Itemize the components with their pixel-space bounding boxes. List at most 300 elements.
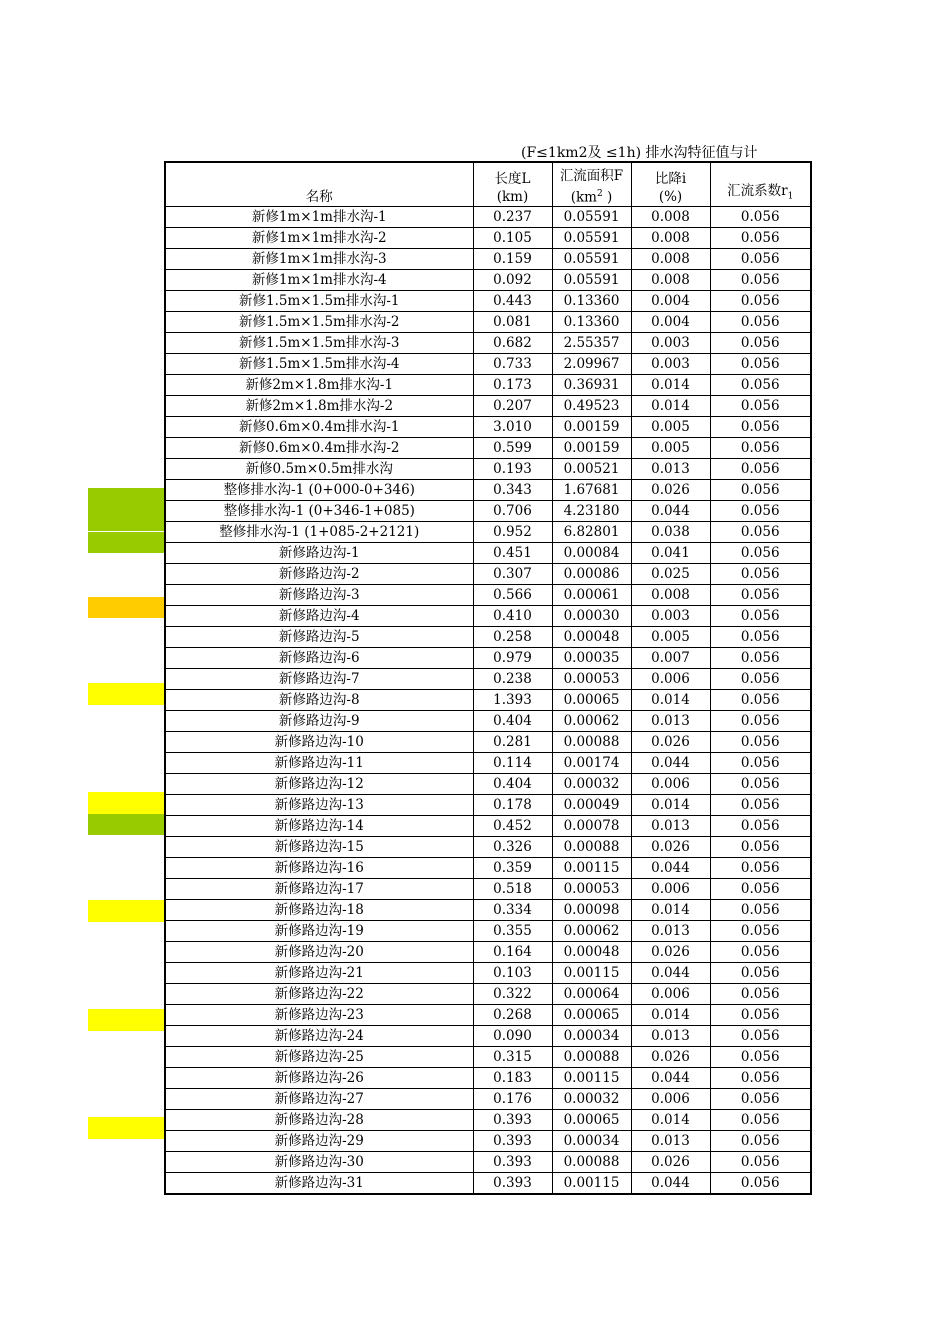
table-row <box>165 438 811 459</box>
cell-slope: 0.008 <box>631 270 710 291</box>
cell-coef: 0.056 <box>710 795 811 816</box>
header-coef: 汇流系数$r_1$ <box>710 162 811 207</box>
cell-area: 0.00049 <box>552 795 631 816</box>
table-row <box>165 753 811 774</box>
cell-slope: 0.026 <box>631 480 710 501</box>
header-row <box>165 162 811 207</box>
cell-area: 0.00088 <box>552 837 631 858</box>
cell-slope: 0.044 <box>631 858 710 879</box>
cell-coef: 0.056 <box>710 606 811 627</box>
cell-name: 新修1.5m×1.5m排水沟-1 <box>165 291 473 312</box>
table-row <box>165 1068 811 1089</box>
cell-slope: 0.008 <box>631 585 710 606</box>
cell-coef: 0.056 <box>710 354 811 375</box>
cell-coef: 0.056 <box>710 1110 811 1131</box>
cell-coef: 0.056 <box>710 375 811 396</box>
cell-length: 1.393 <box>473 690 552 711</box>
cell-name: 新修路边沟-28 <box>165 1110 473 1131</box>
cell-name: 新修1.5m×1.5m排水沟-3 <box>165 333 473 354</box>
table-row <box>165 228 811 249</box>
cell-name: 新修路边沟-31 <box>165 1173 473 1195</box>
cell-slope: 0.006 <box>631 984 710 1005</box>
cell-name: 新修路边沟-8 <box>165 690 473 711</box>
cell-coef: 0.056 <box>710 1005 811 1026</box>
cell-name: 新修1m×1m排水沟-1 <box>165 207 473 228</box>
cell-name: 新修路边沟-11 <box>165 753 473 774</box>
cell-coef: 0.056 <box>710 837 811 858</box>
cell-area: 0.00088 <box>552 1047 631 1068</box>
cell-slope: 0.004 <box>631 291 710 312</box>
cell-name: 新修路边沟-25 <box>165 1047 473 1068</box>
cell-area: 0.05591 <box>552 270 631 291</box>
cell-length: 0.307 <box>473 564 552 585</box>
cell-area: 0.36931 <box>552 375 631 396</box>
cell-area: 0.00065 <box>552 690 631 711</box>
cell-area: 0.00035 <box>552 648 631 669</box>
cell-area: 0.00065 <box>552 1110 631 1131</box>
cell-name: 新修1m×1m排水沟-4 <box>165 270 473 291</box>
cell-length: 0.599 <box>473 438 552 459</box>
cell-length: 0.355 <box>473 921 552 942</box>
cell-slope: 0.026 <box>631 942 710 963</box>
cell-length: 0.393 <box>473 1110 552 1131</box>
cell-name: 新修0.6m×0.4m排水沟-1 <box>165 417 473 438</box>
cell-length: 0.114 <box>473 753 552 774</box>
cell-coef: 0.056 <box>710 711 811 732</box>
cell-length: 0.566 <box>473 585 552 606</box>
cell-name: 新修1m×1m排水沟-3 <box>165 249 473 270</box>
cell-coef: 0.056 <box>710 1173 811 1195</box>
table-row <box>165 564 811 585</box>
cell-coef: 0.056 <box>710 648 811 669</box>
cell-name: 新修路边沟-26 <box>165 1068 473 1089</box>
row-highlight <box>88 1117 164 1139</box>
cell-area: 1.67681 <box>552 480 631 501</box>
table-row <box>165 669 811 690</box>
cell-coef: 0.056 <box>710 1152 811 1173</box>
cell-length: 0.105 <box>473 228 552 249</box>
cell-name: 新修0.6m×0.4m排水沟-2 <box>165 438 473 459</box>
table-title: (F≤1km2及 ≤1h) 排水沟特征值与计 <box>521 145 758 161</box>
cell-coef: 0.056 <box>710 270 811 291</box>
cell-area: 0.00048 <box>552 627 631 648</box>
cell-length: 0.404 <box>473 711 552 732</box>
table-row <box>165 249 811 270</box>
cell-area: 0.00098 <box>552 900 631 921</box>
cell-coef: 0.056 <box>710 396 811 417</box>
cell-coef: 0.056 <box>710 858 811 879</box>
cell-area: 0.00115 <box>552 1068 631 1089</box>
cell-slope: 0.026 <box>631 1152 710 1173</box>
cell-name: 新修路边沟-17 <box>165 879 473 900</box>
row-highlight <box>88 510 164 532</box>
row-highlight <box>88 683 164 705</box>
cell-length: 0.090 <box>473 1026 552 1047</box>
table-row <box>165 837 811 858</box>
table-row <box>165 774 811 795</box>
table-row <box>165 606 811 627</box>
cell-coef: 0.056 <box>710 480 811 501</box>
cell-area: 0.00030 <box>552 606 631 627</box>
cell-name: 整修排水沟-1 (0+000-0+346) <box>165 480 473 501</box>
cell-length: 0.682 <box>473 333 552 354</box>
cell-coef: 0.056 <box>710 1047 811 1068</box>
cell-area: 0.00115 <box>552 963 631 984</box>
table-row <box>165 921 811 942</box>
header-name: 名称 <box>165 162 473 207</box>
cell-area: 0.00159 <box>552 438 631 459</box>
cell-slope: 0.013 <box>631 1131 710 1152</box>
cell-slope: 0.044 <box>631 963 710 984</box>
cell-name: 新修路边沟-3 <box>165 585 473 606</box>
cell-area: 0.00032 <box>552 774 631 795</box>
cell-length: 0.393 <box>473 1152 552 1173</box>
table-row <box>165 1026 811 1047</box>
cell-coef: 0.056 <box>710 522 811 543</box>
cell-length: 0.092 <box>473 270 552 291</box>
cell-name: 新修路边沟-12 <box>165 774 473 795</box>
cell-coef: 0.056 <box>710 501 811 522</box>
cell-length: 3.010 <box>473 417 552 438</box>
cell-name: 新修路边沟-13 <box>165 795 473 816</box>
cell-length: 0.443 <box>473 291 552 312</box>
cell-length: 0.343 <box>473 480 552 501</box>
cell-slope: 0.006 <box>631 879 710 900</box>
cell-area: 0.00062 <box>552 711 631 732</box>
table-row <box>165 879 811 900</box>
cell-slope: 0.006 <box>631 669 710 690</box>
cell-name: 整修排水沟-1 (0+346-1+085) <box>165 501 473 522</box>
table-row <box>165 543 811 564</box>
cell-length: 0.164 <box>473 942 552 963</box>
cell-length: 0.518 <box>473 879 552 900</box>
table-row <box>165 480 811 501</box>
cell-slope: 0.008 <box>631 228 710 249</box>
cell-name: 新修2m×1.8m排水沟-1 <box>165 375 473 396</box>
table-row <box>165 690 811 711</box>
table-row <box>165 333 811 354</box>
cell-area: 6.82801 <box>552 522 631 543</box>
table-row <box>165 984 811 1005</box>
cell-name: 新修路边沟-5 <box>165 627 473 648</box>
cell-length: 0.237 <box>473 207 552 228</box>
cell-length: 0.281 <box>473 732 552 753</box>
cell-name: 新修路边沟-4 <box>165 606 473 627</box>
cell-area: 0.00174 <box>552 753 631 774</box>
cell-slope: 0.005 <box>631 627 710 648</box>
row-highlight <box>88 532 164 554</box>
cell-area: 0.00084 <box>552 543 631 564</box>
cell-area: 0.13360 <box>552 312 631 333</box>
cell-slope: 0.013 <box>631 459 710 480</box>
cell-length: 0.258 <box>473 627 552 648</box>
cell-length: 0.393 <box>473 1131 552 1152</box>
cell-area: 0.05591 <box>552 249 631 270</box>
cell-coef: 0.056 <box>710 942 811 963</box>
cell-length: 0.173 <box>473 375 552 396</box>
cell-area: 2.55357 <box>552 333 631 354</box>
cell-area: 0.00115 <box>552 1173 631 1195</box>
table-row <box>165 1152 811 1173</box>
cell-name: 新修0.5m×0.5m排水沟 <box>165 459 473 480</box>
cell-name: 新修路边沟-1 <box>165 543 473 564</box>
cell-coef: 0.056 <box>710 291 811 312</box>
table-row <box>165 1005 811 1026</box>
table-row <box>165 858 811 879</box>
cell-name: 新修1.5m×1.5m排水沟-2 <box>165 312 473 333</box>
table-row <box>165 291 811 312</box>
cell-area: 0.00053 <box>552 669 631 690</box>
cell-name: 新修路边沟-7 <box>165 669 473 690</box>
cell-slope: 0.025 <box>631 564 710 585</box>
cell-name: 新修路边沟-20 <box>165 942 473 963</box>
cell-name: 新修路边沟-14 <box>165 816 473 837</box>
cell-slope: 0.014 <box>631 1110 710 1131</box>
cell-length: 0.706 <box>473 501 552 522</box>
cell-slope: 0.008 <box>631 249 710 270</box>
table-row <box>165 1173 811 1195</box>
cell-length: 0.404 <box>473 774 552 795</box>
cell-slope: 0.006 <box>631 774 710 795</box>
cell-slope: 0.003 <box>631 354 710 375</box>
cell-name: 新修路边沟-18 <box>165 900 473 921</box>
cell-area: 0.05591 <box>552 228 631 249</box>
cell-coef: 0.056 <box>710 312 811 333</box>
cell-name: 新修路边沟-2 <box>165 564 473 585</box>
cell-length: 0.334 <box>473 900 552 921</box>
cell-slope: 0.006 <box>631 1089 710 1110</box>
cell-slope: 0.044 <box>631 1068 710 1089</box>
cell-length: 0.322 <box>473 984 552 1005</box>
cell-length: 0.178 <box>473 795 552 816</box>
cell-coef: 0.056 <box>710 249 811 270</box>
cell-length: 0.452 <box>473 816 552 837</box>
header-slope: 比降i (%) <box>631 162 710 207</box>
cell-area: 0.00088 <box>552 1152 631 1173</box>
cell-name: 新修1.5m×1.5m排水沟-4 <box>165 354 473 375</box>
cell-length: 0.193 <box>473 459 552 480</box>
table-row <box>165 900 811 921</box>
cell-slope: 0.008 <box>631 207 710 228</box>
cell-coef: 0.056 <box>710 438 811 459</box>
table-row <box>165 375 811 396</box>
cell-name: 新修路边沟-9 <box>165 711 473 732</box>
cell-slope: 0.044 <box>631 501 710 522</box>
table-row <box>165 1110 811 1131</box>
cell-length: 0.410 <box>473 606 552 627</box>
cell-area: 0.00053 <box>552 879 631 900</box>
cell-slope: 0.038 <box>631 522 710 543</box>
cell-slope: 0.013 <box>631 711 710 732</box>
cell-coef: 0.056 <box>710 753 811 774</box>
cell-name: 新修1m×1m排水沟-2 <box>165 228 473 249</box>
cell-length: 0.451 <box>473 543 552 564</box>
cell-length: 0.207 <box>473 396 552 417</box>
cell-area: 0.05591 <box>552 207 631 228</box>
cell-coef: 0.056 <box>710 774 811 795</box>
cell-name: 新修路边沟-30 <box>165 1152 473 1173</box>
table-row <box>165 522 811 543</box>
table-row <box>165 459 811 480</box>
cell-coef: 0.056 <box>710 207 811 228</box>
cell-name: 新修路边沟-15 <box>165 837 473 858</box>
cell-area: 2.09967 <box>552 354 631 375</box>
cell-slope: 0.026 <box>631 1047 710 1068</box>
table-row <box>165 501 811 522</box>
cell-slope: 0.013 <box>631 816 710 837</box>
cell-length: 0.326 <box>473 837 552 858</box>
cell-area: 0.00032 <box>552 1089 631 1110</box>
cell-slope: 0.014 <box>631 375 710 396</box>
cell-length: 0.159 <box>473 249 552 270</box>
cell-slope: 0.026 <box>631 732 710 753</box>
row-highlight <box>88 1009 164 1031</box>
row-highlight <box>88 792 164 814</box>
cell-coef: 0.056 <box>710 900 811 921</box>
cell-slope: 0.014 <box>631 690 710 711</box>
cell-area: 0.00062 <box>552 921 631 942</box>
cell-length: 0.176 <box>473 1089 552 1110</box>
cell-coef: 0.056 <box>710 984 811 1005</box>
cell-coef: 0.056 <box>710 564 811 585</box>
cell-length: 0.268 <box>473 1005 552 1026</box>
cell-length: 0.359 <box>473 858 552 879</box>
cell-slope: 0.026 <box>631 837 710 858</box>
cell-length: 0.979 <box>473 648 552 669</box>
table-row <box>165 711 811 732</box>
table-body <box>165 207 811 1195</box>
cell-slope: 0.004 <box>631 312 710 333</box>
cell-coef: 0.056 <box>710 921 811 942</box>
cell-area: 0.00159 <box>552 417 631 438</box>
cell-name: 新修路边沟-6 <box>165 648 473 669</box>
cell-length: 0.733 <box>473 354 552 375</box>
cell-slope: 0.003 <box>631 606 710 627</box>
cell-length: 0.393 <box>473 1173 552 1195</box>
cell-slope: 0.044 <box>631 753 710 774</box>
cell-area: 0.00086 <box>552 564 631 585</box>
cell-coef: 0.056 <box>710 627 811 648</box>
cell-coef: 0.056 <box>710 585 811 606</box>
table-row <box>165 1047 811 1068</box>
cell-coef: 0.056 <box>710 543 811 564</box>
cell-slope: 0.044 <box>631 1173 710 1195</box>
table-row <box>165 732 811 753</box>
cell-area: 0.00064 <box>552 984 631 1005</box>
cell-area: 0.00078 <box>552 816 631 837</box>
cell-coef: 0.056 <box>710 963 811 984</box>
cell-area: 0.00048 <box>552 942 631 963</box>
table-row <box>165 585 811 606</box>
cell-coef: 0.056 <box>710 690 811 711</box>
cell-slope: 0.014 <box>631 396 710 417</box>
cell-coef: 0.056 <box>710 1068 811 1089</box>
cell-length: 0.103 <box>473 963 552 984</box>
cell-area: 0.00061 <box>552 585 631 606</box>
cell-slope: 0.013 <box>631 1026 710 1047</box>
cell-name: 新修路边沟-22 <box>165 984 473 1005</box>
cell-area: 0.00115 <box>552 858 631 879</box>
cell-coef: 0.056 <box>710 879 811 900</box>
cell-coef: 0.056 <box>710 1089 811 1110</box>
cell-coef: 0.056 <box>710 732 811 753</box>
cell-length: 0.081 <box>473 312 552 333</box>
table-row <box>165 627 811 648</box>
table-row <box>165 1089 811 1110</box>
cell-slope: 0.003 <box>631 333 710 354</box>
cell-slope: 0.041 <box>631 543 710 564</box>
cell-name: 整修排水沟-1 (1+085-2+2121) <box>165 522 473 543</box>
cell-coef: 0.056 <box>710 417 811 438</box>
cell-area: 0.13360 <box>552 291 631 312</box>
cell-slope: 0.005 <box>631 438 710 459</box>
cell-name: 新修路边沟-16 <box>165 858 473 879</box>
row-highlight <box>88 488 164 510</box>
cell-area: 0.00521 <box>552 459 631 480</box>
cell-length: 0.952 <box>473 522 552 543</box>
drainage-table <box>164 161 812 1195</box>
cell-coef: 0.056 <box>710 459 811 480</box>
cell-slope: 0.005 <box>631 417 710 438</box>
cell-name: 新修路边沟-24 <box>165 1026 473 1047</box>
row-highlight <box>88 900 164 922</box>
header-area: 汇流面积F ($km^2$ ) <box>552 162 631 207</box>
table-row <box>165 942 811 963</box>
cell-area: 0.00065 <box>552 1005 631 1026</box>
cell-slope: 0.014 <box>631 1005 710 1026</box>
cell-name: 新修路边沟-29 <box>165 1131 473 1152</box>
cell-coef: 0.056 <box>710 816 811 837</box>
cell-area: 0.00034 <box>552 1026 631 1047</box>
cell-name: 新修路边沟-21 <box>165 963 473 984</box>
cell-area: 0.00088 <box>552 732 631 753</box>
table-row <box>165 207 811 228</box>
cell-area: 4.23180 <box>552 501 631 522</box>
cell-length: 0.315 <box>473 1047 552 1068</box>
table-row <box>165 270 811 291</box>
cell-coef: 0.056 <box>710 333 811 354</box>
cell-length: 0.183 <box>473 1068 552 1089</box>
table-row <box>165 816 811 837</box>
cell-name: 新修路边沟-23 <box>165 1005 473 1026</box>
table-row <box>165 1131 811 1152</box>
table-row <box>165 648 811 669</box>
cell-slope: 0.014 <box>631 795 710 816</box>
cell-slope: 0.013 <box>631 921 710 942</box>
cell-coef: 0.056 <box>710 1131 811 1152</box>
table-row <box>165 795 811 816</box>
cell-coef: 0.056 <box>710 228 811 249</box>
cell-length: 0.238 <box>473 669 552 690</box>
cell-area: 0.00034 <box>552 1131 631 1152</box>
table-row <box>165 396 811 417</box>
cell-name: 新修路边沟-10 <box>165 732 473 753</box>
cell-name: 新修路边沟-19 <box>165 921 473 942</box>
header-length: 长度L (km) <box>473 162 552 207</box>
cell-coef: 0.056 <box>710 1026 811 1047</box>
cell-coef: 0.056 <box>710 669 811 690</box>
row-highlight <box>88 597 164 619</box>
table-row <box>165 963 811 984</box>
row-highlight <box>88 814 164 836</box>
cell-slope: 0.007 <box>631 648 710 669</box>
table-row <box>165 417 811 438</box>
cell-area: 0.49523 <box>552 396 631 417</box>
cell-name: 新修2m×1.8m排水沟-2 <box>165 396 473 417</box>
table-row <box>165 312 811 333</box>
table-row <box>165 354 811 375</box>
cell-name: 新修路边沟-27 <box>165 1089 473 1110</box>
